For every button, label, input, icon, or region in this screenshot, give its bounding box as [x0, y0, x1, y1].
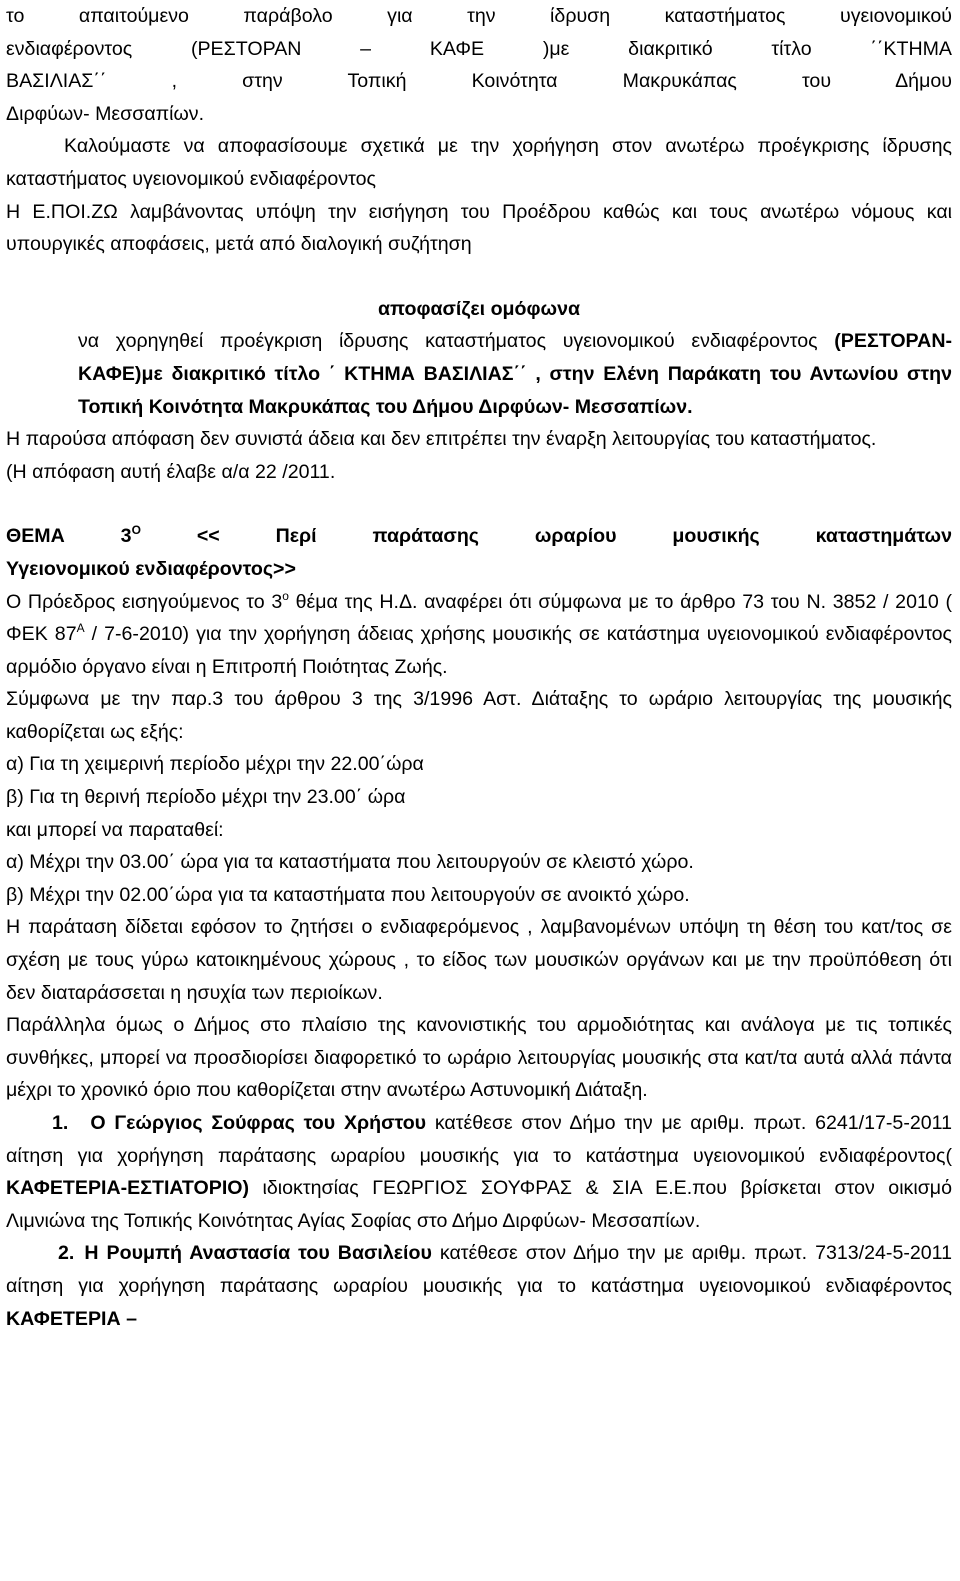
spacer: [6, 488, 952, 520]
list-item-bold: ΚΑΦΕΤΕΡΙΑ-ΕΣΤΙΑΤΟΡΙΟ): [6, 1177, 250, 1200]
decision-text: [6, 325, 952, 423]
list-item-text: κατέθεσε στον Δήμο την με αριθμ. πρωτ. 6241/17-5-2011 αίτηση για χορήγηση παράτασης ωραρίου μουσικής για το κατάστημα υγειονομικού ενδιαφέροντος(: [6, 1112, 952, 1167]
winter-hours: α) Για τη χειμερινή περίοδο μέχρι την 22.00΄ώρα: [6, 753, 424, 776]
theme-number: ΘΕΜΑ 3: [6, 525, 132, 548]
body-p1-c: / 7-6-2010) για την χορήγηση άδειας χρήσης μουσικής σε κατάστημα υγειονομικού ενδιαφέροντος αρμόδιο όργανο είναι η Επιτροπή Ποιότητας Ζωής.: [6, 623, 952, 678]
epoizo-paragraph: [6, 196, 952, 261]
decision-vote: (Η απόφαση αυτή έλαβε α/α 22 /2011.: [6, 460, 336, 483]
theme-title-text: << Περί παράτασης ωραρίου μουσικής καταστημάτων: [140, 525, 952, 548]
body-p1-b: θέμα της Η.Δ. αναφέρει ότι σύμφωνα με το άρθρο 73 του Ν. 3852 / 2010 ( ΦΕΚ 87: [6, 590, 952, 646]
list-item-number: 1.: [52, 1112, 69, 1134]
body-p1-sup2: Α: [76, 621, 85, 636]
summer-hours: β) Για τη θερινή περίοδο μέχρι την 23.00΄ ώρα: [6, 786, 406, 809]
epoizo-paragraph-text: Η Ε.ΠΟΙ.ΖΩ λαμβάνοντας υπόψη την εισήγηση του Προέδρου καθώς και τους ανωτέρω νόμους και υπουργικές αποφάσεις, μετά από διαλογική συζήτηση: [6, 200, 952, 256]
list-item-name: Ο Γεώργιος Σούφρας του Χρήστου: [90, 1112, 427, 1134]
intro-line-3: ΒΑΣΙΛΙΑΣ΄΄ , στην Τοπική Κοινότητα Μακρυκάπας του Δήμου: [6, 70, 952, 93]
list-item-number: 2.: [58, 1242, 75, 1265]
extension-intro: και μπορεί να παραταθεί:: [6, 818, 224, 841]
list-item: [6, 1237, 952, 1335]
body-paragraph-4: Παράλληλα όμως ο Δήμος στο πλαίσιο της κανονιστικής του αρμοδιότητας και ανάλογα με τις τοπικές συνθήκες, μπορεί να προσδιορίσει διαφορετικό το ωράριο λειτουργίας μουσικής στα κατ/τα αυτά αλλά πάντα μέχρι το χρονικό όριο που καθορίζεται στην ανωτέρω Αστυνομική Διάταξη.: [6, 1014, 952, 1102]
intro-paragraph: [6, 130, 952, 195]
list-item-text: κατέθεσε στον Δήμο την με αριθμ. πρωτ. 7313/24-5-2011 αίτηση για χορήγηση παράτασης ωραρίου μουσικής για το κατάστημα υγειονομικού ενδιαφέροντος: [6, 1242, 952, 1297]
body-paragraph-1: [6, 586, 952, 684]
decision-text-bold: (ΡΕΣΤΟΡΑΝ- ΚΑΦΕ)με διακριτικό τίτλο ΄ ΚΤΗΜΑ ΒΑΣΙΛΙΑΣ΄΄ , στην Ελένη Παράκατη του Αντωνίου στην Τοπική Κοινότητα Μακρυκάπας του Δήμου Διρφύων- Μεσσαπίων.: [78, 330, 952, 418]
intro-line-1: το απαιτούμενο παράβολο για την ίδρυση καταστήματος υγειονομικού: [6, 5, 952, 27]
body-p1-a: Ο Πρόεδρος εισηγούμενος το 3: [6, 590, 283, 613]
decision-text-plain: να χορηγηθεί προέγκριση ίδρυσης καταστήματος υγειονομικού ενδιαφέροντος: [78, 330, 835, 353]
list-item-name: Η Ρουμπή Αναστασία του Βασιλείου: [84, 1242, 432, 1265]
spacer: [6, 261, 952, 293]
body-p1-sup1: ο: [282, 588, 289, 603]
intro-line-4: Διρφύων- Μεσσαπίων.: [6, 102, 205, 125]
body-paragraph-2: Σύμφωνα με την παρ.3 του άρθρου 3 της 3/1996 Αστ. Διάταξης το ωράριο λειτουργίας της μουσικής καθορίζεται ως εξής:: [6, 688, 952, 743]
theme-title: [6, 520, 952, 553]
decision-note: Η παρούσα απόφαση δεν συνιστά άδεια και δεν επιτρέπει την έναρξη λειτουργίας του καταστήματος.: [6, 428, 877, 451]
list-item-bold: ΚΑΦΕΤΕΡΙΑ –: [6, 1307, 137, 1330]
body-paragraph-3: Η παράταση δίδεται εφόσον το ζητήσει ο ενδιαφερόμενος , λαμβανομένων υπόψη τη θέση του κατ/τος σε σχέση με τους γύρω κατοικημένους χώρους , το είδος των μουσικών οργάνων και με την προϋπόθεση ότι δεν διαταράσσεται η ησυχία των περιοίκων.: [6, 916, 952, 1004]
theme-number-sup: Ο: [131, 523, 141, 538]
intro-line-2: ενδιαφέροντος (ΡΕΣΤΟΡΑΝ – ΚΑΦΕ )με διακριτικό τίτλο ΄΄ΚΤΗΜΑ: [6, 37, 952, 60]
decision-heading: αποφασίζει ομόφωνα: [377, 297, 581, 320]
theme-title-line-2: Υγειονομικού ενδιαφέροντος>>: [6, 557, 296, 580]
extension-closed: α) Μέχρι την 03.00΄ ώρα για τα καταστήματα που λειτουργούν σε κλειστό χώρο.: [6, 851, 694, 874]
list-item-text-end: ιδιοκτησίας ΓΕΩΡΓΙΟΣ ΣΟΥΦΡΑΣ & ΣΙΑ Ε.Ε.που βρίσκεται στον οικισμό Λιμνιώνα της Τοπικής Κοινότητας Αγίας Σοφίας στο Δήμο Διρφύων- Μεσσαπίων.: [6, 1177, 952, 1232]
list-item: [6, 1107, 952, 1237]
extension-open: β) Μέχρι την 02.00΄ώρα για τα καταστήματα που λειτουργούν σε ανοικτό χώρο.: [6, 883, 690, 906]
intro-paragraph-text: Καλούμαστε να αποφασίσουμε σχετικά με την χορήγηση στον ανωτέρω προέγκρισης ίδρυσης καταστήματος υγειονομικού ενδιαφέροντος: [6, 135, 952, 190]
